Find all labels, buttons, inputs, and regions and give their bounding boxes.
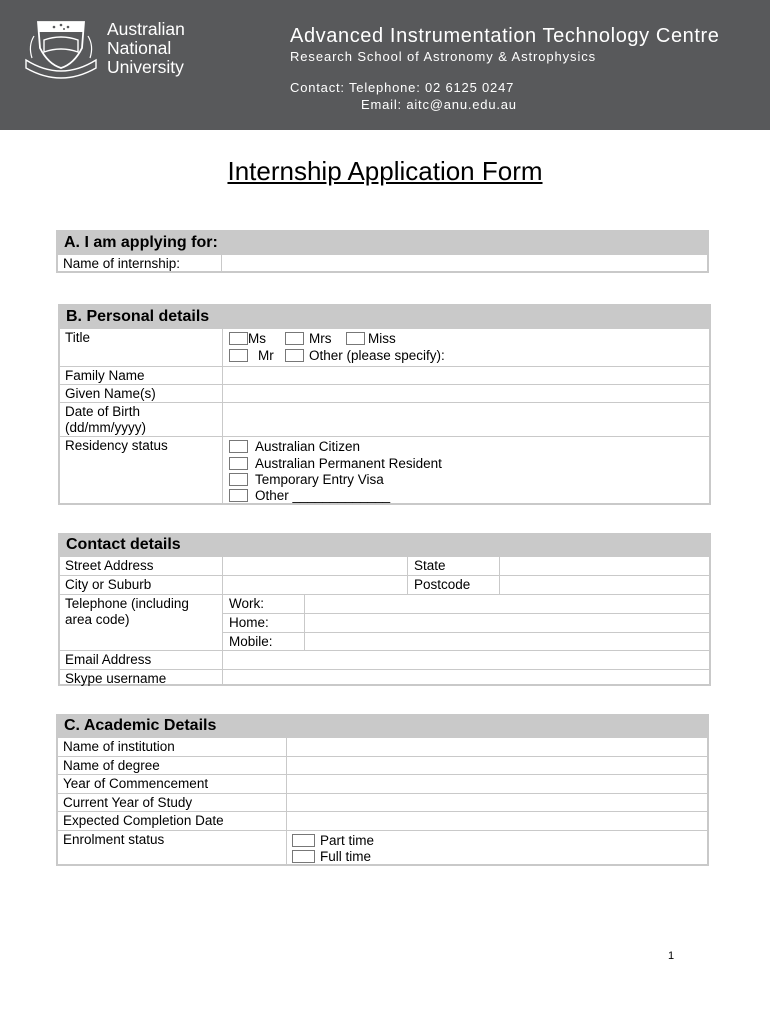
telephone-home-row bbox=[223, 613, 709, 632]
postcode-label: Postcode bbox=[414, 577, 471, 592]
completion-field[interactable] bbox=[288, 812, 707, 830]
contact-heading: Contact details bbox=[60, 535, 709, 556]
postcode-field[interactable] bbox=[501, 576, 709, 594]
checkbox[interactable] bbox=[229, 473, 248, 486]
section-a-heading: A. I am applying for: bbox=[58, 232, 707, 254]
family-name-row bbox=[60, 366, 709, 384]
checkbox[interactable] bbox=[229, 440, 248, 453]
centre-title: Advanced Instrumentation Technology Centre bbox=[290, 25, 720, 47]
university-wordmark bbox=[107, 20, 185, 77]
checkbox[interactable] bbox=[292, 834, 315, 847]
completion-label: Expected Completion Date bbox=[63, 813, 224, 828]
checkbox[interactable] bbox=[292, 850, 315, 863]
university-name-line-1: Australian bbox=[107, 19, 185, 39]
enrolment-label: Enrolment status bbox=[63, 832, 165, 847]
commencement-label: Year of Commencement bbox=[63, 776, 209, 791]
section-c-heading: C. Academic Details bbox=[58, 716, 707, 737]
given-names-field[interactable] bbox=[224, 385, 709, 402]
city-row bbox=[60, 575, 709, 594]
street-field[interactable] bbox=[224, 557, 406, 575]
city-label: City or Suburb bbox=[65, 577, 152, 592]
divider bbox=[407, 557, 408, 575]
email-label: Email Address bbox=[65, 652, 152, 667]
degree-label: Name of degree bbox=[63, 758, 160, 773]
family-name-field[interactable] bbox=[224, 367, 709, 384]
date-of-birth-row bbox=[60, 402, 709, 436]
city-field[interactable] bbox=[224, 576, 406, 594]
section-contact-details bbox=[58, 533, 711, 686]
date-of-birth-label: Date of Birth (dd/mm/yyyy) bbox=[65, 404, 146, 435]
completion-row bbox=[58, 811, 707, 830]
street-row bbox=[60, 556, 709, 575]
email-row bbox=[60, 650, 709, 669]
title-row bbox=[60, 328, 709, 366]
mobile-label: Mobile: bbox=[229, 634, 273, 649]
work-phone-field[interactable] bbox=[306, 595, 709, 613]
divider bbox=[221, 255, 222, 273]
given-names-label: Given Name(s) bbox=[65, 386, 156, 401]
residency-option-permanent[interactable]: Australian Permanent Resident bbox=[229, 456, 442, 472]
title-option-mrs[interactable]: Mrs bbox=[285, 331, 332, 347]
internship-name-label: Name of internship: bbox=[63, 256, 181, 271]
title-option-miss[interactable]: Miss bbox=[346, 331, 396, 347]
section-c-academic-details bbox=[56, 714, 709, 866]
residency-label: Residency status bbox=[65, 438, 168, 453]
divider bbox=[222, 576, 223, 594]
institution-row bbox=[58, 737, 707, 756]
telephone-row bbox=[60, 594, 709, 650]
divider bbox=[304, 595, 305, 613]
enrolment-row bbox=[58, 830, 707, 866]
checkbox[interactable] bbox=[346, 332, 365, 345]
home-label: Home: bbox=[229, 615, 269, 630]
internship-name-row bbox=[58, 254, 707, 273]
checkbox[interactable] bbox=[285, 349, 304, 362]
date-of-birth-field[interactable] bbox=[224, 403, 709, 436]
school-name: Research School of Astronomy & Astrophysics bbox=[290, 49, 597, 64]
enrolment-option-part-time[interactable]: Part time bbox=[292, 833, 374, 849]
divider bbox=[499, 557, 500, 575]
skype-label: Skype username bbox=[65, 671, 167, 686]
section-a-applying-for bbox=[56, 230, 709, 273]
commencement-row bbox=[58, 774, 707, 793]
contact-telephone: Contact: Telephone: 02 6125 0247 bbox=[290, 80, 515, 95]
page-header bbox=[0, 0, 770, 130]
telephone-mobile-row bbox=[223, 632, 709, 651]
university-name-line-2: National bbox=[107, 38, 172, 58]
telephone-work-row bbox=[223, 595, 709, 613]
current-year-field[interactable] bbox=[288, 794, 707, 811]
section-b-heading: B. Personal details bbox=[60, 306, 709, 328]
commencement-field[interactable] bbox=[288, 775, 707, 793]
divider bbox=[304, 633, 305, 651]
internship-name-field[interactable] bbox=[223, 255, 707, 273]
state-field[interactable] bbox=[501, 557, 709, 575]
checkbox[interactable] bbox=[285, 332, 304, 345]
divider bbox=[407, 576, 408, 594]
residency-row bbox=[60, 436, 709, 503]
enrolment-option-full-time[interactable]: Full time bbox=[292, 849, 371, 865]
checkbox[interactable] bbox=[229, 457, 248, 470]
state-label: State bbox=[414, 558, 446, 573]
skype-row bbox=[60, 669, 709, 686]
residency-option-temporary[interactable]: Temporary Entry Visa bbox=[229, 472, 384, 488]
email-field[interactable] bbox=[224, 651, 709, 669]
title-option-mr[interactable]: Mr bbox=[229, 348, 274, 364]
title-label: Title bbox=[65, 330, 91, 345]
page-number: 1 bbox=[668, 950, 675, 962]
divider bbox=[222, 651, 223, 669]
telephone-label: Telephone (including area code) bbox=[65, 596, 189, 627]
checkbox[interactable] bbox=[229, 489, 248, 502]
section-b-personal-details bbox=[58, 304, 711, 505]
university-name-line-3: University bbox=[107, 57, 184, 77]
degree-field[interactable] bbox=[288, 757, 707, 774]
degree-row bbox=[58, 756, 707, 774]
institution-label: Name of institution bbox=[63, 739, 175, 754]
residency-option-citizen[interactable]: Australian Citizen bbox=[229, 439, 360, 455]
skype-field[interactable] bbox=[224, 670, 709, 686]
residency-option-other[interactable]: Other _____________ bbox=[229, 488, 390, 504]
divider bbox=[304, 614, 305, 632]
divider bbox=[222, 557, 223, 575]
title-option-other[interactable]: Other (please specify): bbox=[285, 348, 445, 364]
form-title: Internship Application Form bbox=[227, 156, 543, 186]
family-name-label: Family Name bbox=[65, 368, 145, 383]
divider bbox=[222, 670, 223, 686]
work-label: Work: bbox=[229, 596, 265, 611]
given-names-row bbox=[60, 384, 709, 402]
institution-field[interactable] bbox=[288, 738, 707, 756]
current-year-label: Current Year of Study bbox=[63, 795, 193, 810]
street-label: Street Address bbox=[65, 558, 154, 573]
checkbox[interactable] bbox=[229, 349, 248, 362]
divider bbox=[499, 576, 500, 594]
title-option-ms[interactable]: Ms bbox=[229, 331, 266, 347]
contact-email: Email: aitc@anu.edu.au bbox=[361, 97, 517, 112]
current-year-row bbox=[58, 793, 707, 811]
checkbox[interactable] bbox=[229, 332, 248, 345]
mobile-phone-field[interactable] bbox=[306, 633, 709, 651]
home-phone-field[interactable] bbox=[306, 614, 709, 632]
